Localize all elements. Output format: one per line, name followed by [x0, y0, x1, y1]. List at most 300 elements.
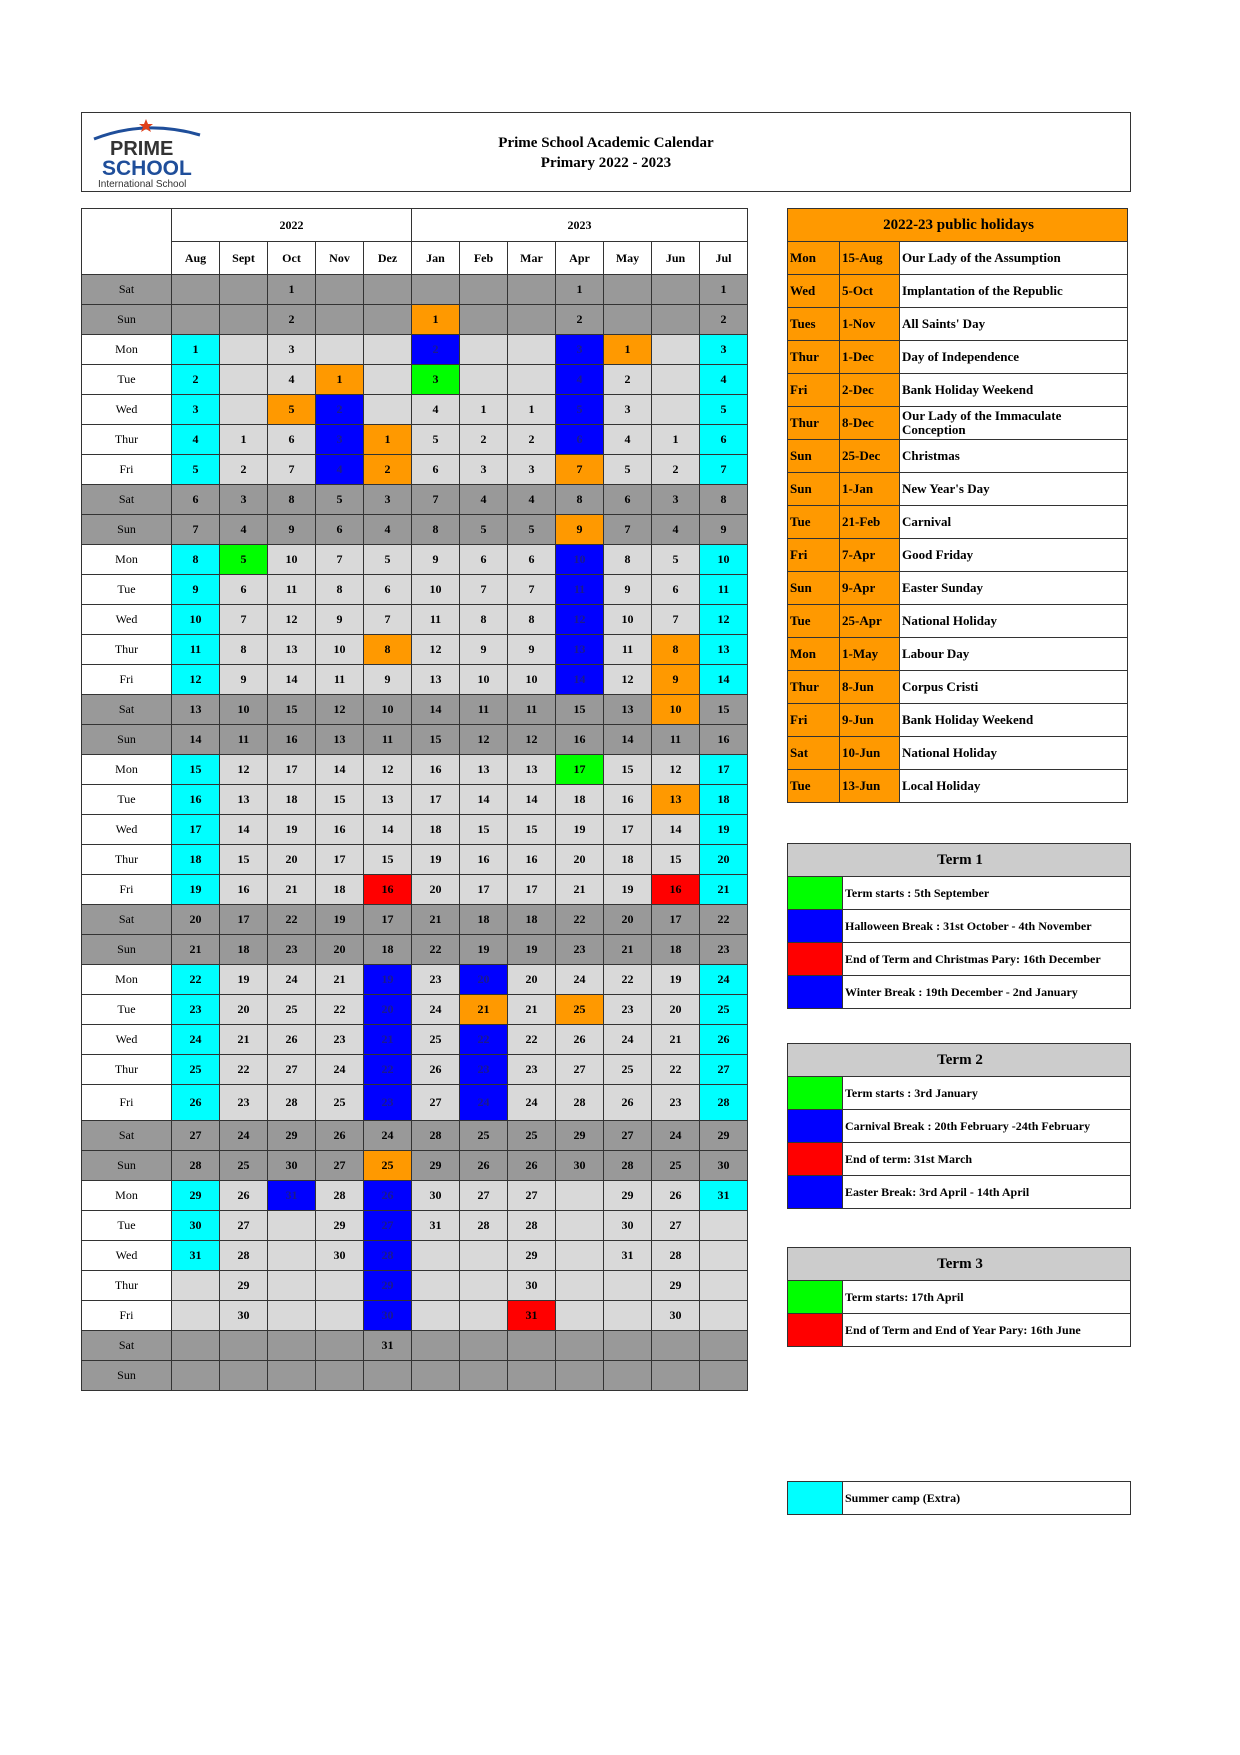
holiday-name: Easter Sunday	[900, 572, 1128, 605]
date-cell: 4	[652, 515, 700, 545]
date-cell: 22	[364, 1055, 412, 1085]
holidays-table	[787, 208, 1128, 803]
term-item-text: End of term: 31st March	[843, 1143, 1131, 1176]
date-cell: 10	[412, 575, 460, 605]
date-cell: 21	[652, 1025, 700, 1055]
date-cell: 28	[172, 1151, 220, 1181]
holiday-day: Tue	[788, 506, 840, 539]
date-cell: 21	[268, 875, 316, 905]
date-cell: 19	[364, 965, 412, 995]
weekday-label: Mon	[82, 545, 172, 575]
date-cell: 12	[556, 605, 604, 635]
weekday-label: Mon	[82, 1181, 172, 1211]
date-cell: 8	[364, 635, 412, 665]
date-cell: 26	[652, 1181, 700, 1211]
date-cell: 30	[316, 1241, 364, 1271]
date-cell	[412, 1301, 460, 1331]
calendar-row	[82, 1361, 748, 1391]
date-cell: 12	[172, 665, 220, 695]
date-cell: 27	[508, 1181, 556, 1211]
date-cell	[460, 335, 508, 365]
date-cell	[508, 305, 556, 335]
date-cell: 7	[652, 605, 700, 635]
date-cell	[700, 1361, 748, 1391]
date-cell: 27	[220, 1211, 268, 1241]
date-cell: 17	[460, 875, 508, 905]
date-cell: 15	[604, 755, 652, 785]
date-cell: 19	[412, 845, 460, 875]
holiday-day: Sun	[788, 572, 840, 605]
date-cell: 31	[700, 1181, 748, 1211]
date-cell: 16	[508, 845, 556, 875]
calendar-row	[82, 845, 748, 875]
date-cell: 16	[172, 785, 220, 815]
weekday-label: Sat	[82, 275, 172, 305]
date-cell: 7	[220, 605, 268, 635]
weekday-label: Wed	[82, 1241, 172, 1271]
date-cell: 10	[700, 545, 748, 575]
term-item-text: Halloween Break : 31st October - 4th November	[843, 910, 1131, 943]
term-swatch	[788, 1077, 843, 1110]
date-cell: 3	[460, 455, 508, 485]
date-cell	[460, 305, 508, 335]
date-cell: 22	[556, 905, 604, 935]
holiday-date: 9-Apr	[840, 572, 900, 605]
date-cell: 17	[412, 785, 460, 815]
holiday-date: 21-Feb	[840, 506, 900, 539]
date-cell: 8	[508, 605, 556, 635]
calendar-row	[82, 575, 748, 605]
term-row	[788, 910, 1131, 943]
date-cell: 26	[220, 1181, 268, 1211]
date-cell: 22	[508, 1025, 556, 1055]
holiday-day: Sat	[788, 737, 840, 770]
date-cell: 29	[220, 1271, 268, 1301]
title-line2: Primary 2022 - 2023	[540, 155, 672, 171]
date-cell: 2	[460, 425, 508, 455]
date-cell: 26	[364, 1181, 412, 1211]
date-cell: 15	[508, 815, 556, 845]
date-cell: 14	[460, 785, 508, 815]
calendar-row	[82, 335, 748, 365]
date-cell: 22	[700, 905, 748, 935]
date-cell: 18	[316, 875, 364, 905]
holiday-row	[788, 506, 1128, 539]
date-cell: 16	[604, 785, 652, 815]
date-cell: 28	[604, 1151, 652, 1181]
year-header: 2022	[172, 209, 412, 242]
holiday-day: Fri	[788, 374, 840, 407]
date-cell: 28	[508, 1211, 556, 1241]
date-cell: 8	[604, 545, 652, 575]
date-cell	[700, 1331, 748, 1361]
date-cell: 11	[172, 635, 220, 665]
date-cell: 5	[220, 545, 268, 575]
date-cell: 4	[508, 485, 556, 515]
date-cell: 12	[364, 755, 412, 785]
date-cell: 19	[460, 935, 508, 965]
weekday-label: Sat	[82, 485, 172, 515]
date-cell: 9	[172, 575, 220, 605]
logo-line3: International School	[98, 179, 187, 189]
date-cell: 30	[364, 1301, 412, 1331]
date-cell: 15	[460, 815, 508, 845]
date-cell: 14	[412, 695, 460, 725]
date-cell: 5	[556, 395, 604, 425]
holiday-name: Our Lady of the Immaculate Conception	[900, 407, 1128, 440]
holiday-name: National Holiday	[900, 737, 1128, 770]
date-cell: 25	[316, 1085, 364, 1121]
holiday-day: Sun	[788, 440, 840, 473]
date-cell: 5	[172, 455, 220, 485]
weekday-label: Thur	[82, 1055, 172, 1085]
date-cell: 24	[508, 1085, 556, 1121]
legend-table	[787, 1481, 1131, 1515]
date-cell: 6	[364, 575, 412, 605]
date-cell: 2	[220, 455, 268, 485]
date-cell: 13	[508, 755, 556, 785]
date-cell: 3	[220, 485, 268, 515]
date-cell	[172, 1301, 220, 1331]
date-cell: 6	[652, 575, 700, 605]
date-cell	[316, 1271, 364, 1301]
date-cell	[556, 1301, 604, 1331]
calendar-row	[82, 785, 748, 815]
date-cell: 28	[460, 1211, 508, 1241]
term-row	[788, 1281, 1131, 1314]
date-cell: 20	[220, 995, 268, 1025]
date-cell: 20	[604, 905, 652, 935]
date-cell	[604, 1361, 652, 1391]
date-cell: 17	[556, 755, 604, 785]
date-cell: 3	[364, 485, 412, 515]
date-cell: 1	[220, 425, 268, 455]
holiday-row	[788, 671, 1128, 704]
date-cell	[412, 1331, 460, 1361]
date-cell: 2	[604, 365, 652, 395]
date-cell: 30	[508, 1271, 556, 1301]
date-cell: 9	[652, 665, 700, 695]
date-cell: 23	[364, 1085, 412, 1121]
holiday-name: Good Friday	[900, 539, 1128, 572]
date-cell: 22	[652, 1055, 700, 1085]
date-cell: 14	[604, 725, 652, 755]
date-cell: 31	[508, 1301, 556, 1331]
term-item-text: End of Term and Christmas Pary: 16th December	[843, 943, 1131, 976]
date-cell: 17	[316, 845, 364, 875]
date-cell	[508, 365, 556, 395]
term-swatch	[788, 1281, 843, 1314]
date-cell: 16	[412, 755, 460, 785]
weekday-label: Fri	[82, 1085, 172, 1121]
holiday-date: 1-Jan	[840, 473, 900, 506]
date-cell	[460, 1301, 508, 1331]
holiday-row	[788, 275, 1128, 308]
holiday-row	[788, 242, 1128, 275]
date-cell	[652, 275, 700, 305]
date-cell: 2	[700, 305, 748, 335]
date-cell: 18	[460, 905, 508, 935]
date-cell: 6	[412, 455, 460, 485]
date-cell: 6	[700, 425, 748, 455]
date-cell: 13	[556, 635, 604, 665]
holiday-row	[788, 704, 1128, 737]
date-cell: 22	[172, 965, 220, 995]
date-cell: 9	[316, 605, 364, 635]
date-cell	[316, 335, 364, 365]
month-header: Mar	[508, 242, 556, 275]
calendar-row	[82, 365, 748, 395]
date-cell: 25	[508, 1121, 556, 1151]
holiday-row	[788, 473, 1128, 506]
date-cell: 14	[652, 815, 700, 845]
date-cell: 4	[220, 515, 268, 545]
holiday-day: Thur	[788, 341, 840, 374]
date-cell: 24	[652, 1121, 700, 1151]
term-title: Term 1	[788, 844, 1131, 877]
weekday-label: Sun	[82, 725, 172, 755]
term-1-table	[787, 843, 1131, 1009]
holiday-row	[788, 374, 1128, 407]
date-cell: 5	[364, 545, 412, 575]
date-cell: 21	[508, 995, 556, 1025]
term-title: Term 3	[788, 1248, 1131, 1281]
date-cell: 6	[604, 485, 652, 515]
holiday-day: Fri	[788, 539, 840, 572]
date-cell: 19	[652, 965, 700, 995]
date-cell: 19	[316, 905, 364, 935]
holidays-title: 2022-23 public holidays	[788, 209, 1128, 242]
weekday-label: Sat	[82, 1331, 172, 1361]
document-title	[82, 133, 1130, 173]
date-cell: 27	[556, 1055, 604, 1085]
date-cell: 10	[460, 665, 508, 695]
calendar-row	[82, 1085, 748, 1121]
date-cell: 29	[412, 1151, 460, 1181]
date-cell: 19	[508, 935, 556, 965]
date-cell	[604, 1271, 652, 1301]
date-cell: 11	[220, 725, 268, 755]
date-cell: 24	[268, 965, 316, 995]
title-line1: Prime School Academic Calendar	[498, 135, 714, 151]
date-cell	[268, 1211, 316, 1241]
date-cell: 2	[508, 425, 556, 455]
date-cell: 29	[556, 1121, 604, 1151]
date-cell: 16	[220, 875, 268, 905]
date-cell: 6	[508, 545, 556, 575]
date-cell: 19	[604, 875, 652, 905]
date-cell	[220, 365, 268, 395]
date-cell: 16	[460, 845, 508, 875]
date-cell: 1	[604, 335, 652, 365]
date-cell: 7	[556, 455, 604, 485]
calendar-row	[82, 485, 748, 515]
calendar-row	[82, 635, 748, 665]
date-cell: 15	[556, 695, 604, 725]
date-cell: 24	[172, 1025, 220, 1055]
holiday-name: Christmas	[900, 440, 1128, 473]
date-cell: 1	[700, 275, 748, 305]
date-cell: 10	[556, 545, 604, 575]
date-cell: 4	[364, 515, 412, 545]
date-cell: 23	[652, 1085, 700, 1121]
calendar-row	[82, 605, 748, 635]
date-cell: 13	[604, 695, 652, 725]
date-cell: 24	[556, 965, 604, 995]
weekday-label: Fri	[82, 1301, 172, 1331]
holiday-day: Fri	[788, 704, 840, 737]
date-cell: 9	[556, 515, 604, 545]
calendar-row	[82, 665, 748, 695]
term-item-text: Winter Break : 19th December - 2nd January	[843, 976, 1131, 1009]
date-cell: 14	[172, 725, 220, 755]
date-cell: 20	[412, 875, 460, 905]
date-cell: 12	[604, 665, 652, 695]
holiday-date: 25-Apr	[840, 605, 900, 638]
term-row	[788, 1143, 1131, 1176]
term-item-text: Term starts : 3rd January	[843, 1077, 1131, 1110]
date-cell: 28	[700, 1085, 748, 1121]
holiday-name: Implantation of the Republic	[900, 275, 1128, 308]
date-cell: 14	[700, 665, 748, 695]
date-cell: 20	[556, 845, 604, 875]
legend-label: Summer camp (Extra)	[843, 1482, 1131, 1515]
date-cell	[172, 275, 220, 305]
date-cell: 30	[220, 1301, 268, 1331]
date-cell: 13	[652, 785, 700, 815]
calendar-row	[82, 545, 748, 575]
date-cell: 25	[652, 1151, 700, 1181]
date-cell: 22	[220, 1055, 268, 1085]
calendar-row	[82, 515, 748, 545]
holiday-name: All Saints' Day	[900, 308, 1128, 341]
date-cell: 18	[268, 785, 316, 815]
weekday-label: Mon	[82, 965, 172, 995]
date-cell	[412, 1361, 460, 1391]
holiday-name: Corpus Cristi	[900, 671, 1128, 704]
calendar-row	[82, 395, 748, 425]
date-cell: 9	[268, 515, 316, 545]
weekday-label: Mon	[82, 335, 172, 365]
calendar-row	[82, 1181, 748, 1211]
date-cell: 27	[316, 1151, 364, 1181]
logo-line2: SCHOOL	[102, 157, 192, 180]
date-cell: 11	[652, 725, 700, 755]
date-cell: 28	[316, 1181, 364, 1211]
date-cell	[652, 365, 700, 395]
date-cell	[556, 1211, 604, 1241]
calendar-row	[82, 875, 748, 905]
holiday-day: Mon	[788, 242, 840, 275]
weekday-label: Sun	[82, 935, 172, 965]
date-cell: 4	[700, 365, 748, 395]
date-cell: 23	[268, 935, 316, 965]
date-cell: 11	[412, 605, 460, 635]
term-swatch	[788, 1176, 843, 1209]
date-cell	[508, 335, 556, 365]
date-cell	[652, 305, 700, 335]
date-cell: 11	[604, 635, 652, 665]
date-cell: 7	[412, 485, 460, 515]
holiday-date: 8-Dec	[840, 407, 900, 440]
date-cell: 11	[460, 695, 508, 725]
date-cell: 26	[556, 1025, 604, 1055]
date-cell: 16	[700, 725, 748, 755]
date-cell: 1	[364, 425, 412, 455]
date-cell: 2	[364, 455, 412, 485]
date-cell: 6	[460, 545, 508, 575]
date-cell	[556, 1331, 604, 1361]
date-cell: 5	[652, 545, 700, 575]
month-header: Dez	[364, 242, 412, 275]
date-cell: 29	[268, 1121, 316, 1151]
date-cell: 18	[652, 935, 700, 965]
date-cell: 14	[508, 785, 556, 815]
date-cell	[412, 1241, 460, 1271]
date-cell: 27	[268, 1055, 316, 1085]
date-cell: 23	[172, 995, 220, 1025]
date-cell: 12	[220, 755, 268, 785]
holiday-date: 7-Apr	[840, 539, 900, 572]
calendar-row	[82, 1331, 748, 1361]
date-cell: 24	[412, 995, 460, 1025]
date-cell: 7	[172, 515, 220, 545]
date-cell: 24	[700, 965, 748, 995]
date-cell: 15	[700, 695, 748, 725]
date-cell: 8	[220, 635, 268, 665]
calendar-row	[82, 1151, 748, 1181]
date-cell: 29	[316, 1211, 364, 1241]
weekday-label: Wed	[82, 605, 172, 635]
holiday-row	[788, 341, 1128, 374]
date-cell: 3	[556, 335, 604, 365]
date-cell: 27	[364, 1211, 412, 1241]
date-cell: 12	[700, 605, 748, 635]
date-cell	[172, 1331, 220, 1361]
holiday-date: 1-Nov	[840, 308, 900, 341]
date-cell	[604, 1301, 652, 1331]
month-header: Feb	[460, 242, 508, 275]
date-cell: 13	[220, 785, 268, 815]
calendar-row	[82, 1121, 748, 1151]
date-cell: 17	[220, 905, 268, 935]
date-cell: 6	[268, 425, 316, 455]
date-cell: 22	[460, 1025, 508, 1055]
calendar-row	[82, 725, 748, 755]
date-cell	[220, 335, 268, 365]
date-cell: 5	[412, 425, 460, 455]
date-cell	[460, 1271, 508, 1301]
date-cell: 21	[460, 995, 508, 1025]
date-cell: 29	[700, 1121, 748, 1151]
date-cell	[364, 335, 412, 365]
calendar-grid	[81, 208, 748, 1391]
date-cell: 30	[412, 1181, 460, 1211]
date-cell	[316, 1301, 364, 1331]
header-box	[81, 112, 1131, 192]
date-cell	[652, 1331, 700, 1361]
date-cell: 18	[412, 815, 460, 845]
date-cell: 2	[652, 455, 700, 485]
date-cell: 26	[700, 1025, 748, 1055]
date-cell: 28	[652, 1241, 700, 1271]
date-cell: 10	[268, 545, 316, 575]
holiday-name: Labour Day	[900, 638, 1128, 671]
date-cell: 16	[316, 815, 364, 845]
date-cell: 11	[700, 575, 748, 605]
date-cell: 27	[172, 1121, 220, 1151]
weekday-label: Tue	[82, 365, 172, 395]
